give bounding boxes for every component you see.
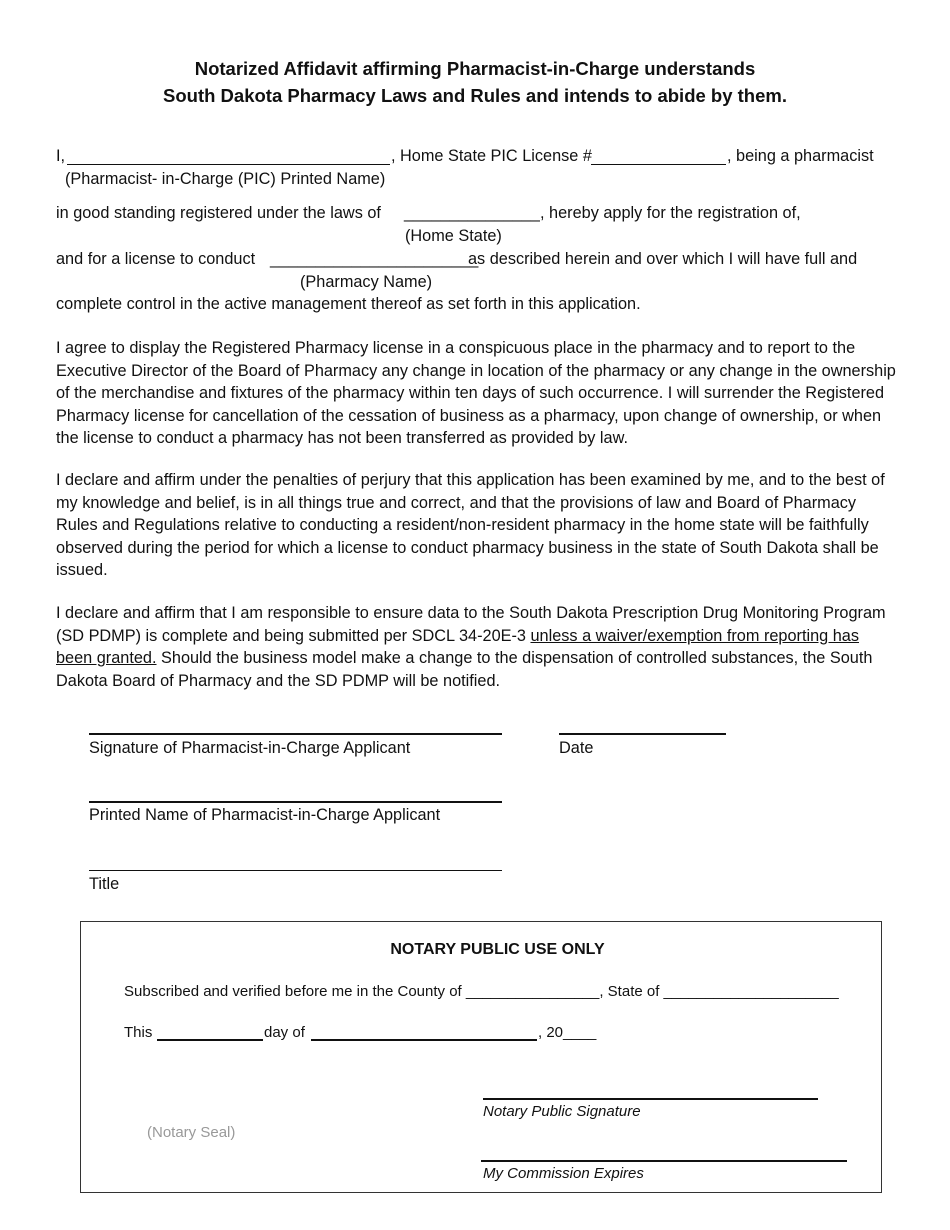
date-line[interactable] xyxy=(559,733,726,735)
page-title-line-2: South Dakota Pharmacy Laws and Rules and intends to abide by them. xyxy=(163,85,787,106)
paragraph-display-license: I agree to display the Registered Pharmacy license in a conspicuous place in the pharmacy and to report to the Executive Director of the Board of Pharmacy any change in location of the pharmacy or any change in the ownership of the merchandise and fixtures of the pharmacy within ten days of such occurrence. I will surrender the Registered Pharmacy license for cancellation of the cessation of business as a pharmacy, upon change of ownership, or when the license to conduct a pharmacy has not been transferred as provided by law. xyxy=(56,339,896,448)
signature-line[interactable] xyxy=(89,733,502,735)
notary-subscribed-text[interactable]: Subscribed and verified before me in the County of ________________, State of _____________________ xyxy=(124,983,839,1000)
commission-expires-line[interactable] xyxy=(481,1160,847,1162)
paragraph-pdmp xyxy=(56,602,896,692)
notary-section xyxy=(80,921,882,1193)
pdmp-text-end: Should the business model make a change to the dispensation of controlled substances, the South Dakota Board of Pharmacy and the SD PDMP will be notified. xyxy=(56,649,873,690)
as-described-text: as described herein and over which I will have full and xyxy=(468,250,858,268)
pharmacy-name-caption: (Pharmacy Name) xyxy=(300,273,433,291)
notary-this-label: This xyxy=(124,1024,153,1041)
pic-name-field[interactable] xyxy=(67,164,390,165)
intro-i-prefix: I, xyxy=(56,147,66,165)
notary-day-field[interactable] xyxy=(157,1039,263,1041)
date-label: Date xyxy=(559,739,594,757)
pharmacy-name-field[interactable]: _______________________ xyxy=(270,250,479,268)
good-standing-text: in good standing registered under the laws of xyxy=(56,204,381,222)
printed-name-label: Printed Name of Pharmacist-in-Charge Applicant xyxy=(89,806,441,824)
title-label: Title xyxy=(89,875,120,893)
notary-heading: NOTARY PUBLIC USE ONLY xyxy=(390,941,605,958)
home-state-field[interactable]: _______________ xyxy=(404,204,540,222)
home-state-caption: (Home State) xyxy=(405,227,502,245)
page-title-line-1: Notarized Affidavit affirming Pharmacist-in-Charge understands xyxy=(194,58,756,79)
hereby-apply-text: , hereby apply for the registration of, xyxy=(540,204,801,222)
notary-year-field[interactable]: , 20____ xyxy=(538,1024,597,1041)
pdmp-text-start: I declare and affirm that I am responsible to ensure data to the South Dakota Prescription Drug Monitoring Program (SD PDMP) is complete and being submitted per SDCL 34-20E-3 xyxy=(56,604,886,645)
notary-month-field[interactable] xyxy=(311,1039,537,1041)
complete-control-text: complete control in the active management thereof as set forth in this application. xyxy=(56,295,641,313)
pic-name-caption: (Pharmacist- in-Charge (PIC) Printed Name) xyxy=(65,170,386,188)
license-conduct-text: and for a license to conduct xyxy=(56,250,256,268)
printed-name-line[interactable] xyxy=(89,801,502,803)
signature-label: Signature of Pharmacist-in-Charge Applicant xyxy=(89,739,411,757)
pic-license-field[interactable] xyxy=(591,164,726,165)
notary-seal-label: (Notary Seal) xyxy=(147,1124,236,1141)
title-line[interactable] xyxy=(89,870,502,871)
paragraph-perjury: I declare and affirm under the penalties of perjury that this application has been examined by me, and to the best of my knowledge and belief, is in all things true and correct, and that the provisions of law and Board of Pharmacy Rules and Regulations relative to conducting a resident/non-resident pharmacy in the home state will be faithfully observed during the period for which a license to conduct pharmacy business in the state of South Dakota shall be issued. xyxy=(56,471,885,580)
being-pharmacist-text: , being a pharmacist xyxy=(727,147,874,165)
notary-signature-label: Notary Public Signature xyxy=(483,1103,641,1120)
pdmp-waiver-text: unless a waiver/exemption from reporting has been granted. xyxy=(56,626,859,668)
license-label: , Home State PIC License # xyxy=(391,147,592,165)
notary-signature-line[interactable] xyxy=(483,1098,818,1100)
commission-expires-label: My Commission Expires xyxy=(483,1165,644,1182)
notary-day-of-label: day of xyxy=(264,1024,305,1041)
